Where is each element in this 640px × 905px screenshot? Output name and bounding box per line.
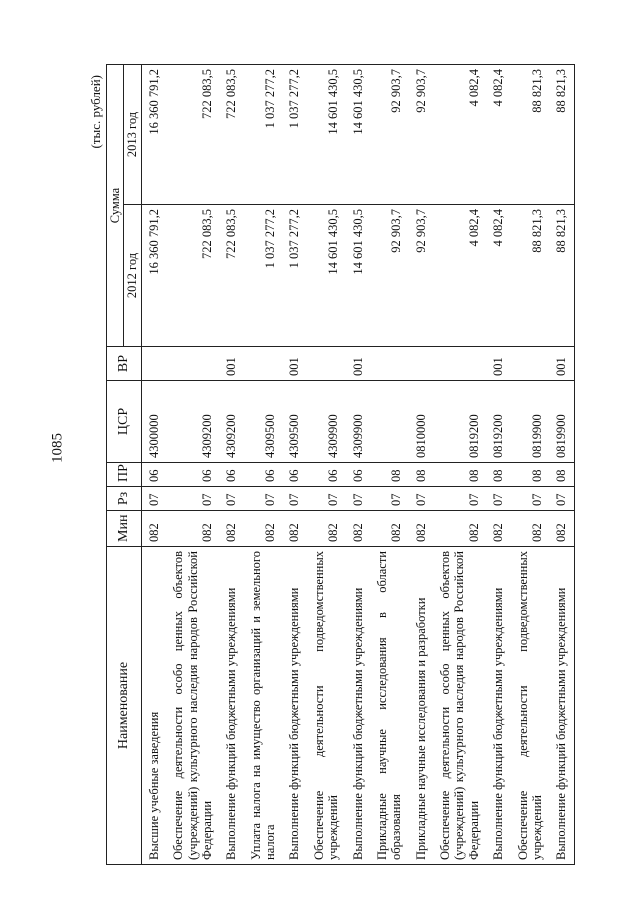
row-sum-2013: 88 821,3 <box>511 65 550 205</box>
row-vr: 001 <box>219 347 243 381</box>
row-vr: 001 <box>549 347 574 381</box>
header-vr: ВР <box>107 347 142 381</box>
row-sum-2013: 1 037 277,2 <box>244 65 283 205</box>
row-min: 082 <box>141 511 166 547</box>
row-rz: 07 <box>409 487 433 511</box>
row-csr: 4309200 <box>219 381 243 463</box>
table-row <box>219 65 243 865</box>
row-csr <box>370 381 409 463</box>
table-row <box>346 65 370 865</box>
row-pr: 08 <box>486 463 510 487</box>
table-row <box>244 65 283 865</box>
row-name: Высшие учебные заведения <box>141 547 166 865</box>
row-sum-2012: 88 821,3 <box>549 205 574 347</box>
row-vr <box>511 347 550 381</box>
row-vr: 001 <box>282 347 306 381</box>
row-rz: 07 <box>219 487 243 511</box>
row-vr <box>141 347 166 381</box>
row-pr: 08 <box>370 463 409 487</box>
row-sum-2012: 1 037 277,2 <box>282 205 306 347</box>
header-csr: ЦСР <box>107 381 142 463</box>
row-min: 082 <box>346 511 370 547</box>
row-sum-2012: 722 083,5 <box>219 205 243 347</box>
units-label: (тыс. рублей) <box>88 75 103 149</box>
row-csr: 4309200 <box>166 381 219 463</box>
row-csr: 4309500 <box>244 381 283 463</box>
row-name: Выполнение функций бюджетными учреждениями <box>486 547 510 865</box>
row-min: 082 <box>511 511 550 547</box>
row-name: Выполнение функций бюджетными учреждениями <box>346 547 370 865</box>
table-row <box>409 65 433 865</box>
row-rz: 07 <box>486 487 510 511</box>
table-row <box>486 65 510 865</box>
header-rz: Рз <box>107 487 142 511</box>
header-sum: Сумма <box>107 65 124 347</box>
row-pr: 06 <box>346 463 370 487</box>
row-min: 082 <box>166 511 219 547</box>
row-vr <box>370 347 409 381</box>
row-rz: 07 <box>433 487 486 511</box>
row-sum-2013: 4 082,4 <box>486 65 510 205</box>
row-pr: 06 <box>244 463 283 487</box>
row-csr: 4300000 <box>141 381 166 463</box>
row-vr <box>166 347 219 381</box>
row-min: 082 <box>409 511 433 547</box>
row-csr: 4309500 <box>282 381 306 463</box>
row-sum-2012: 92 903,7 <box>370 205 409 347</box>
row-name: Обеспечение деятельности особо ценных объектов (учреждений) культурного наследия народов Российской Федерации <box>433 547 486 865</box>
row-min: 082 <box>219 511 243 547</box>
table-row <box>307 65 346 865</box>
row-pr: 08 <box>549 463 574 487</box>
page-number: 1085 <box>49 433 66 463</box>
table-row <box>282 65 306 865</box>
row-csr: 0819900 <box>511 381 550 463</box>
row-sum-2013: 14 601 430,5 <box>307 65 346 205</box>
row-sum-2013: 16 360 791,2 <box>141 65 166 205</box>
table-body <box>141 65 574 865</box>
row-csr: 4309900 <box>346 381 370 463</box>
table-row <box>166 65 219 865</box>
row-min: 082 <box>244 511 283 547</box>
row-name: Выполнение функций бюджетными учреждениями <box>282 547 306 865</box>
row-csr: 0810000 <box>409 381 433 463</box>
row-sum-2012: 14 601 430,5 <box>346 205 370 347</box>
row-name: Прикладные научные исследования и разработки <box>409 547 433 865</box>
header-pr: ПР <box>107 463 142 487</box>
row-pr: 08 <box>433 463 486 487</box>
row-name: Уплата налога на имущество организаций и земельного налога <box>244 547 283 865</box>
row-min: 082 <box>307 511 346 547</box>
row-name: Прикладные научные исследования в области образования <box>370 547 409 865</box>
row-rz: 07 <box>282 487 306 511</box>
row-sum-2012: 4 082,4 <box>433 205 486 347</box>
row-sum-2012: 722 083,5 <box>166 205 219 347</box>
row-vr <box>433 347 486 381</box>
row-min: 082 <box>433 511 486 547</box>
row-sum-2013: 722 083,5 <box>166 65 219 205</box>
row-rz: 07 <box>141 487 166 511</box>
budget-table <box>106 64 575 865</box>
row-sum-2013: 4 082,4 <box>433 65 486 205</box>
row-sum-2013: 92 903,7 <box>370 65 409 205</box>
row-csr: 0819200 <box>486 381 510 463</box>
row-vr: 001 <box>486 347 510 381</box>
row-rz: 07 <box>511 487 550 511</box>
row-vr <box>307 347 346 381</box>
table-row <box>141 65 166 865</box>
row-rz: 07 <box>549 487 574 511</box>
row-csr: 4309900 <box>307 381 346 463</box>
row-sum-2012: 16 360 791,2 <box>141 205 166 347</box>
row-name: Обеспечение деятельности подведомственных учреждений <box>307 547 346 865</box>
row-vr <box>409 347 433 381</box>
row-csr: 0819900 <box>549 381 574 463</box>
row-pr: 06 <box>219 463 243 487</box>
row-csr: 0819200 <box>433 381 486 463</box>
row-sum-2013: 722 083,5 <box>219 65 243 205</box>
table-row <box>549 65 574 865</box>
row-name: Обеспечение деятельности особо ценных объектов (учреждений) культурного наследия народов Российской Федерации <box>166 547 219 865</box>
row-min: 082 <box>486 511 510 547</box>
row-sum-2012: 88 821,3 <box>511 205 550 347</box>
row-rz: 07 <box>244 487 283 511</box>
table-row <box>370 65 409 865</box>
header-min: Мин <box>107 511 142 547</box>
row-name: Обеспечение деятельности подведомственных учреждений <box>511 547 550 865</box>
row-rz: 07 <box>307 487 346 511</box>
row-min: 082 <box>282 511 306 547</box>
row-vr <box>244 347 283 381</box>
row-sum-2012: 14 601 430,5 <box>307 205 346 347</box>
row-sum-2012: 4 082,4 <box>486 205 510 347</box>
row-pr: 06 <box>166 463 219 487</box>
table-row <box>511 65 550 865</box>
document-sheet <box>88 65 608 865</box>
row-sum-2013: 92 903,7 <box>409 65 433 205</box>
row-name: Выполнение функций бюджетными учреждениями <box>549 547 574 865</box>
row-pr: 06 <box>282 463 306 487</box>
row-min: 082 <box>370 511 409 547</box>
table-header <box>107 65 142 865</box>
header-year-2012: 2012 год <box>124 205 141 347</box>
row-sum-2012: 1 037 277,2 <box>244 205 283 347</box>
row-sum-2013: 1 037 277,2 <box>282 65 306 205</box>
row-pr: 08 <box>409 463 433 487</box>
row-pr: 06 <box>141 463 166 487</box>
row-sum-2013: 14 601 430,5 <box>346 65 370 205</box>
row-name: Выполнение функций бюджетными учреждениями <box>219 547 243 865</box>
row-sum-2013: 88 821,3 <box>549 65 574 205</box>
table-row <box>433 65 486 865</box>
row-rz: 07 <box>166 487 219 511</box>
row-pr: 06 <box>307 463 346 487</box>
row-vr: 001 <box>346 347 370 381</box>
header-name: Наименование <box>107 547 142 865</box>
row-min: 082 <box>549 511 574 547</box>
header-year-2013: 2013 год <box>124 65 141 205</box>
row-rz: 07 <box>370 487 409 511</box>
row-sum-2012: 92 903,7 <box>409 205 433 347</box>
row-pr: 08 <box>511 463 550 487</box>
row-rz: 07 <box>346 487 370 511</box>
